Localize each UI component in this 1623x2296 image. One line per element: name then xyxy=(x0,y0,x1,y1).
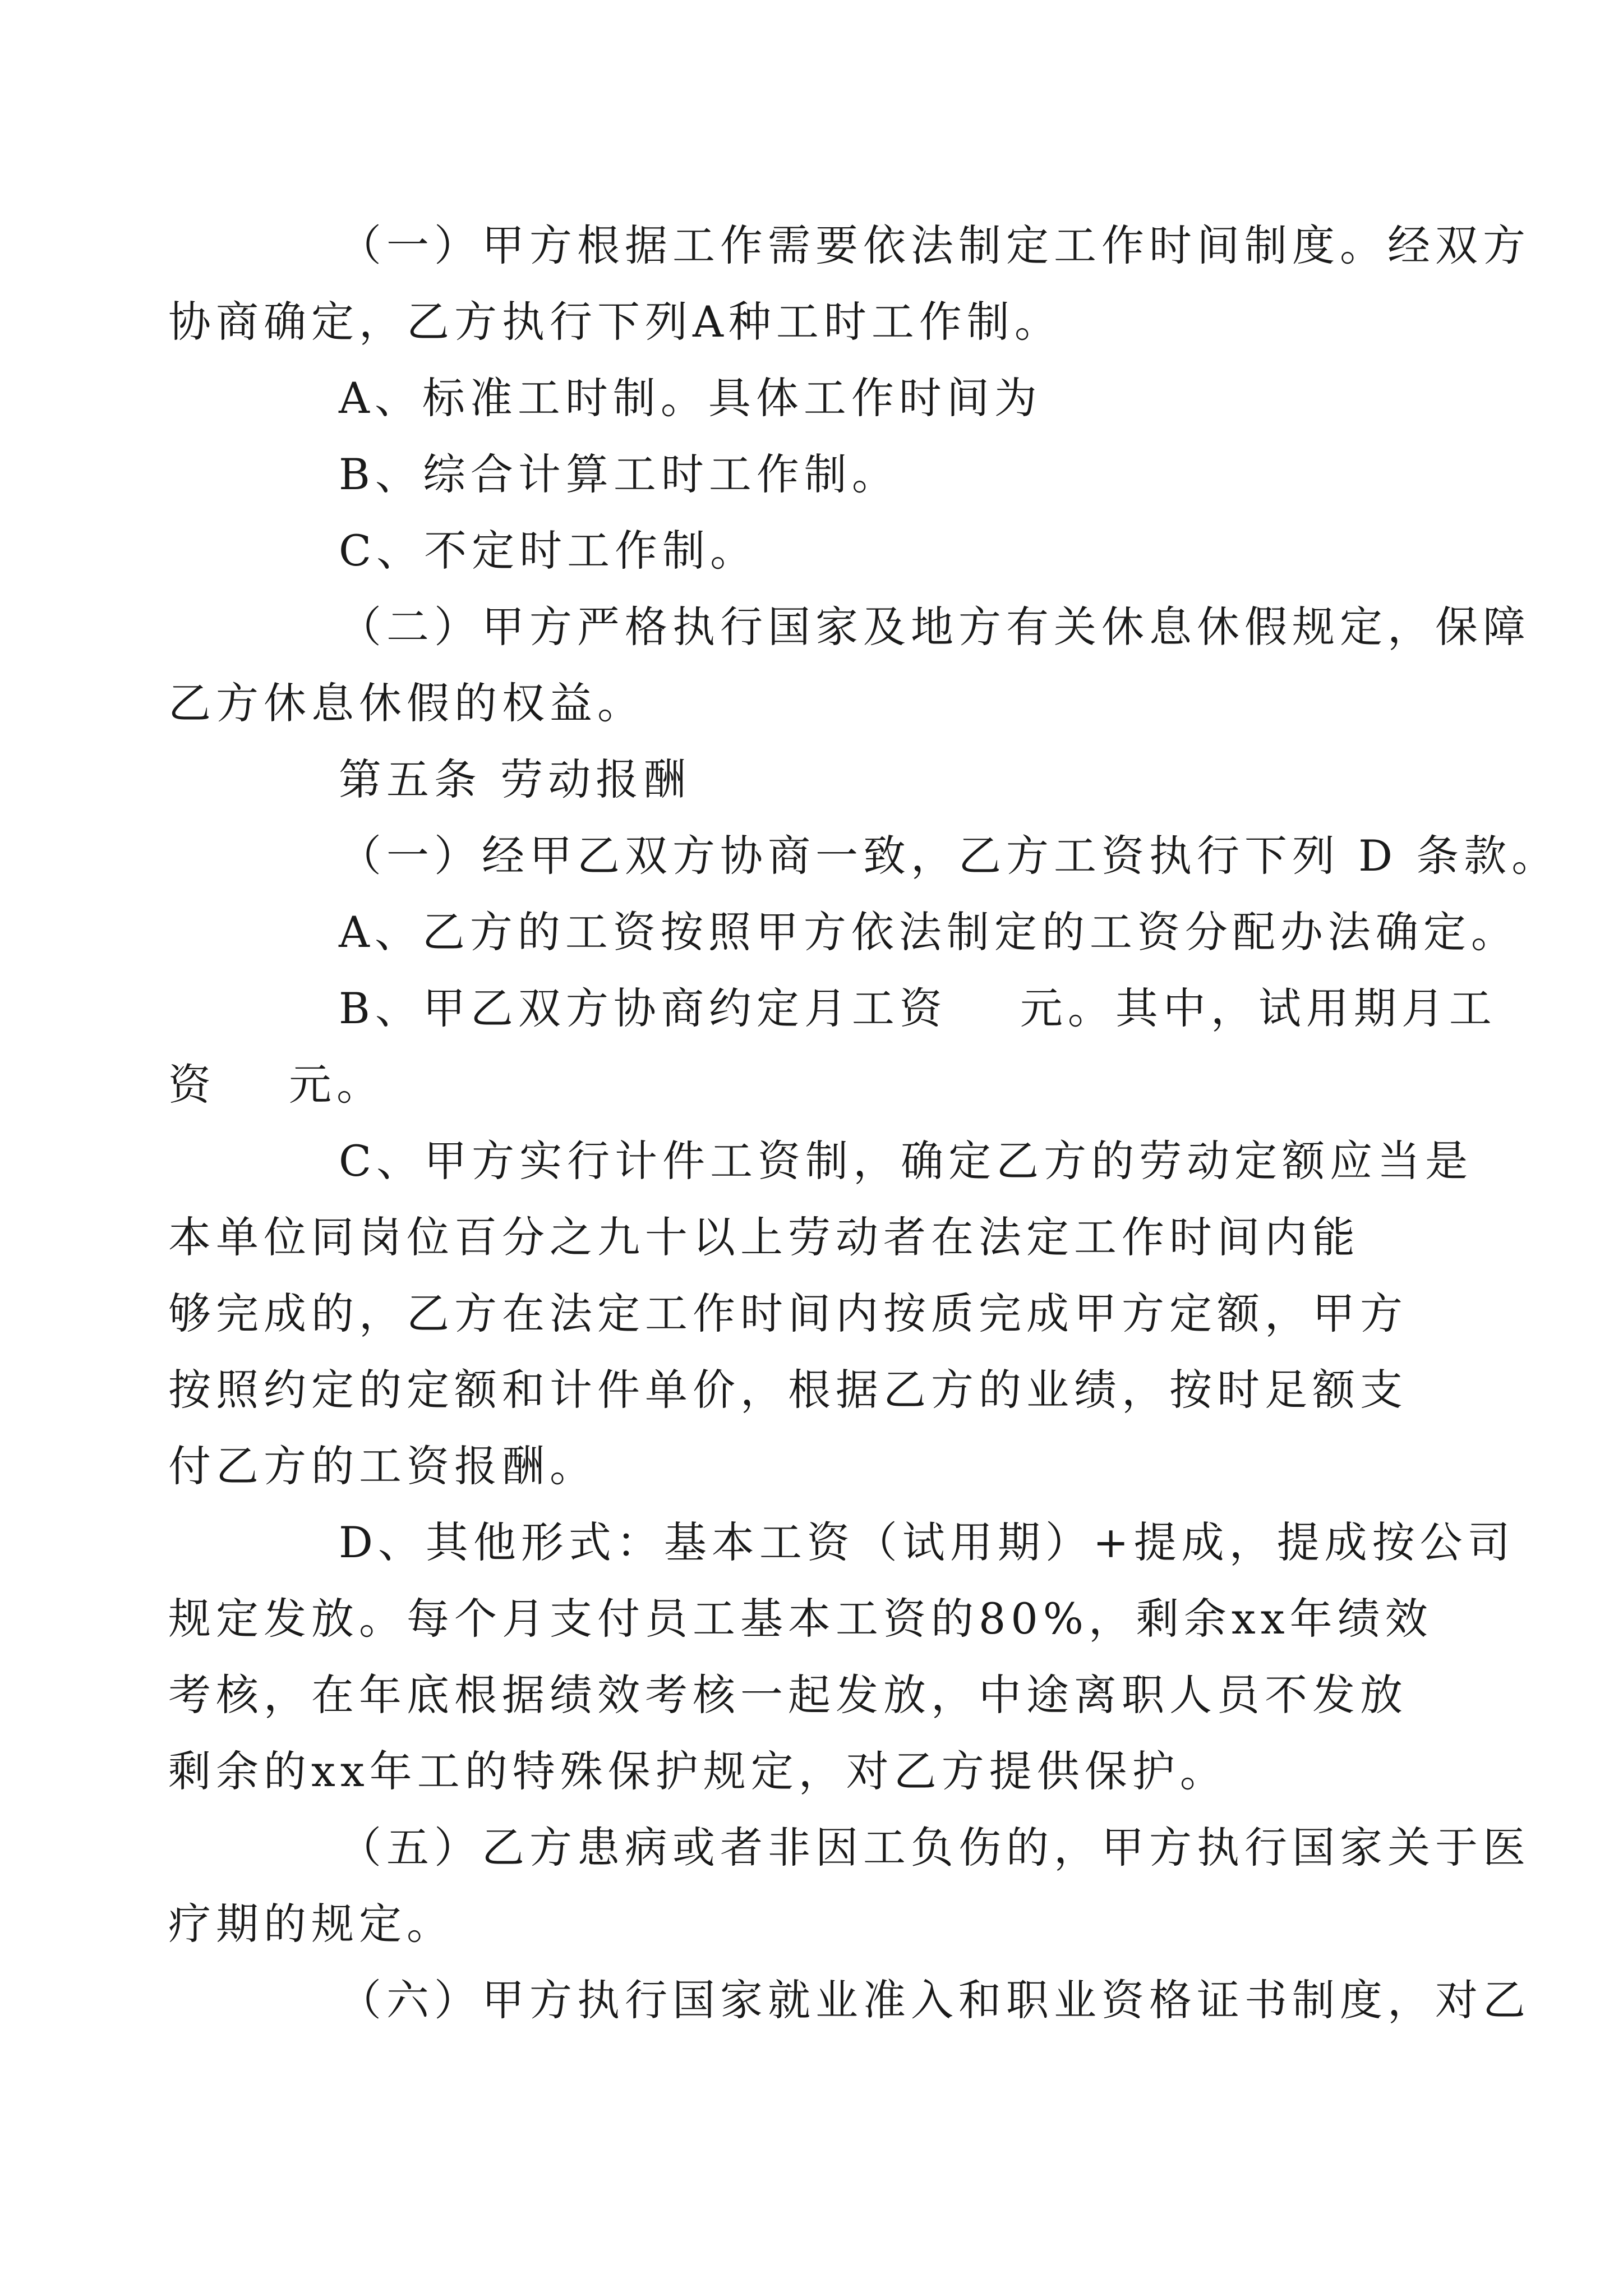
text-line: 疗期的规定。 xyxy=(168,1899,454,1949)
paragraph-option-c: C、不定时工作制。 xyxy=(339,526,758,576)
text-fragment: 资 xyxy=(168,1060,216,1110)
document-body xyxy=(168,208,1560,2039)
text-line: （一）甲方根据工作需要依法制定工作时间制度。经双方 xyxy=(339,220,1530,270)
text-line: 本单位同岗位百分之九十以上劳动者在法定工作时间内能 xyxy=(168,1212,1360,1262)
paragraph-salary-a: A、乙方的工资按照甲方依法制定的工资分配办法确定。 xyxy=(339,907,1519,957)
text-line: 乙方休息休假的权益。 xyxy=(168,678,645,728)
paragraph-option-b: B、综合计算工时工作制。 xyxy=(339,449,900,499)
text-line: C、甲方实行计件工资制，确定乙方的劳动定额应当是 xyxy=(339,1136,1473,1186)
text-fragment: B、甲乙双方协商约定月工资 xyxy=(339,983,947,1033)
paragraph-salary-c xyxy=(168,1123,1473,1504)
paragraph-salary-d xyxy=(168,1504,1515,1810)
text-line: 规定发放。每个月支付员工基本工资的80%，剩余xx年绩效 xyxy=(168,1594,1433,1644)
paragraph-salary-b xyxy=(168,970,1497,1123)
paragraph-medical-period xyxy=(168,1810,1530,1962)
text-fragment: 元。其中，试用期月工 xyxy=(1020,983,1497,1033)
text-line: （二）甲方严格执行国家及地方有关休息休假规定，保障 xyxy=(339,602,1530,652)
paragraph-salary-clause: （一）经甲乙双方协商一致，乙方工资执行下列 D 条款。 xyxy=(339,831,1560,881)
text-line: 按照约定的定额和计件单价，根据乙方的业绩，按时足额支 xyxy=(168,1365,1408,1415)
text-line: （五）乙方患病或者非因工负伤的，甲方执行国家关于医 xyxy=(339,1823,1530,1872)
text-line xyxy=(168,1060,384,1110)
text-line: D、其他形式：基本工资（试用期）+提成，提成按公司 xyxy=(339,1517,1515,1567)
paragraph-work-hours xyxy=(168,208,1530,360)
text-line: 协商确定，乙方执行下列A种工时工作制。 xyxy=(168,297,1062,347)
text-line: 够完成的，乙方在法定工作时间内按质完成甲方定额，甲方 xyxy=(168,1289,1408,1338)
text-fragment: 元。 xyxy=(289,1060,384,1110)
section-heading-article-5: 第五条 劳动报酬 xyxy=(339,754,691,804)
text-line: 付乙方的工资报酬。 xyxy=(168,1441,597,1491)
text-line xyxy=(339,983,1497,1033)
text-line: 考核，在年底根据绩效考核一起发放，中途离职人员不发放 xyxy=(168,1670,1408,1720)
paragraph-rest-leave xyxy=(168,589,1530,742)
paragraph-option-a: A、标准工时制。具体工作时间为 xyxy=(339,373,1042,423)
paragraph-employment-access: （六）甲方执行国家就业准入和职业资格证书制度，对乙 xyxy=(339,1975,1530,2025)
text-line: 剩余的xx年工的特殊保护规定，对乙方提供保护。 xyxy=(168,1746,1228,1796)
